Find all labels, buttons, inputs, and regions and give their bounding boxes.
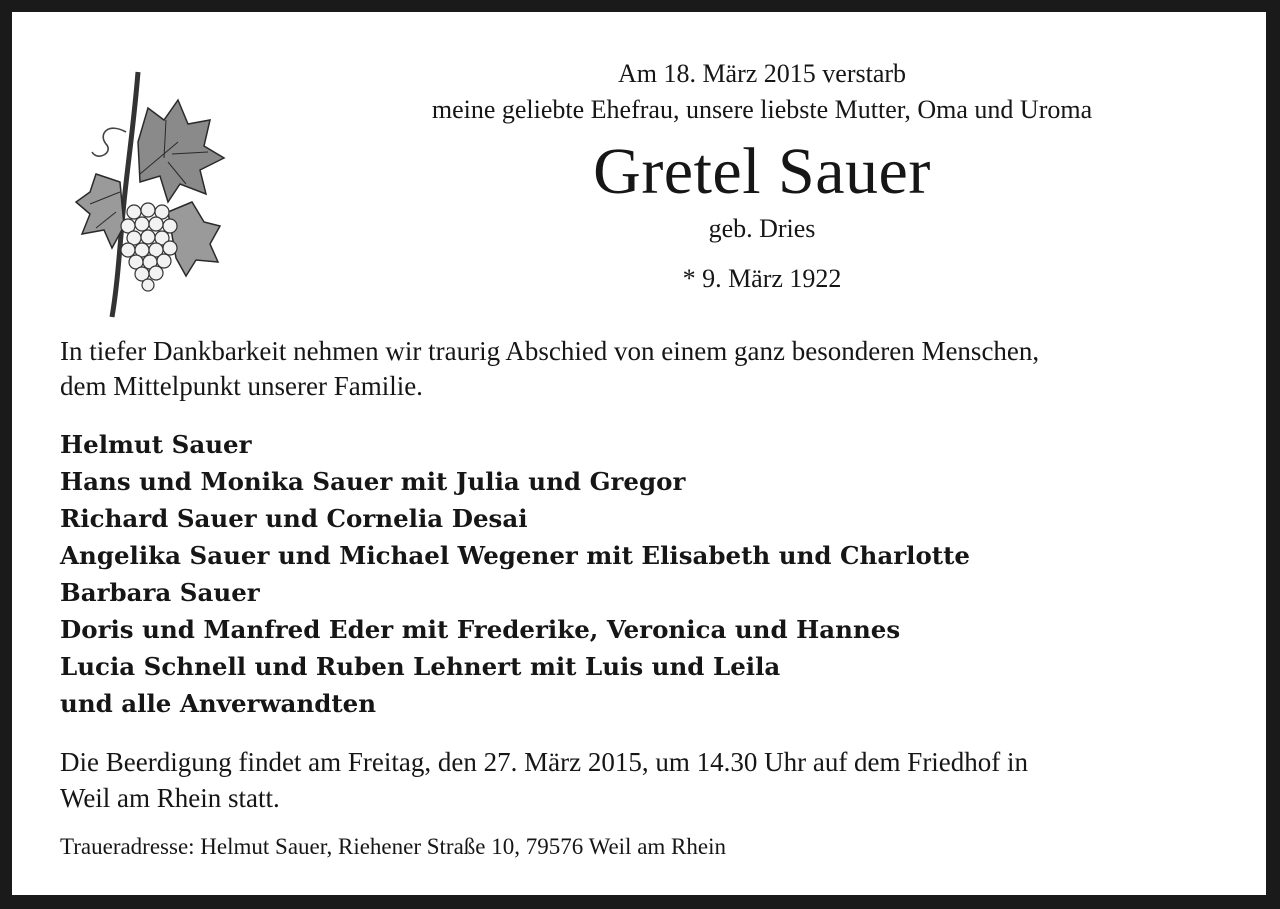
obituary-notice — [12, 12, 1266, 895]
obituary-header — [312, 56, 1212, 296]
family-member: Angelika Sauer und Michael Wegener mit Elisabeth und Charlotte — [60, 541, 971, 570]
birth-name: geb. Dries — [708, 214, 816, 243]
funeral-line-2: Weil am Rhein statt. — [60, 783, 280, 813]
family-member: Lucia Schnell und Ruben Lehnert mit Luis und Leila — [60, 652, 781, 681]
family-member: und alle Anverwandten — [60, 689, 377, 718]
grapevine-icon — [68, 62, 236, 322]
family-list — [60, 426, 1240, 722]
family-member: Helmut Sauer — [60, 430, 252, 459]
funeral-info — [60, 744, 1240, 816]
farewell-line-2: dem Mittelpunkt unserer Familie. — [60, 371, 423, 401]
birth-date: * 9. März 1922 — [682, 264, 842, 293]
mourning-address: Traueradresse: Helmut Sauer, Riehener Straße 10, 79576 Weil am Rhein — [60, 834, 726, 859]
farewell-line-1: In tiefer Dankbarkeit nehmen wir traurig Abschied von einem ganz besonderen Menschen, — [60, 336, 1040, 366]
relationship-line: meine geliebte Ehefrau, unsere liebste Mutter, Oma und Uroma — [431, 95, 1093, 124]
family-member: Barbara Sauer — [60, 578, 260, 607]
family-member: Doris und Manfred Eder mit Frederike, Veronica und Hannes — [60, 615, 901, 644]
death-announcement: Am 18. März 2015 verstarb — [617, 59, 907, 88]
funeral-line-1: Die Beerdigung findet am Freitag, den 27. März 2015, um 14.30 Uhr auf dem Friedhof in — [60, 747, 1029, 777]
family-member: Richard Sauer und Cornelia Desai — [60, 504, 528, 533]
family-member: Hans und Monika Sauer mit Julia und Gregor — [60, 467, 686, 496]
deceased-name: Gretel Sauer — [593, 135, 931, 208]
obituary-body — [60, 334, 1240, 862]
farewell-text — [60, 334, 1240, 404]
